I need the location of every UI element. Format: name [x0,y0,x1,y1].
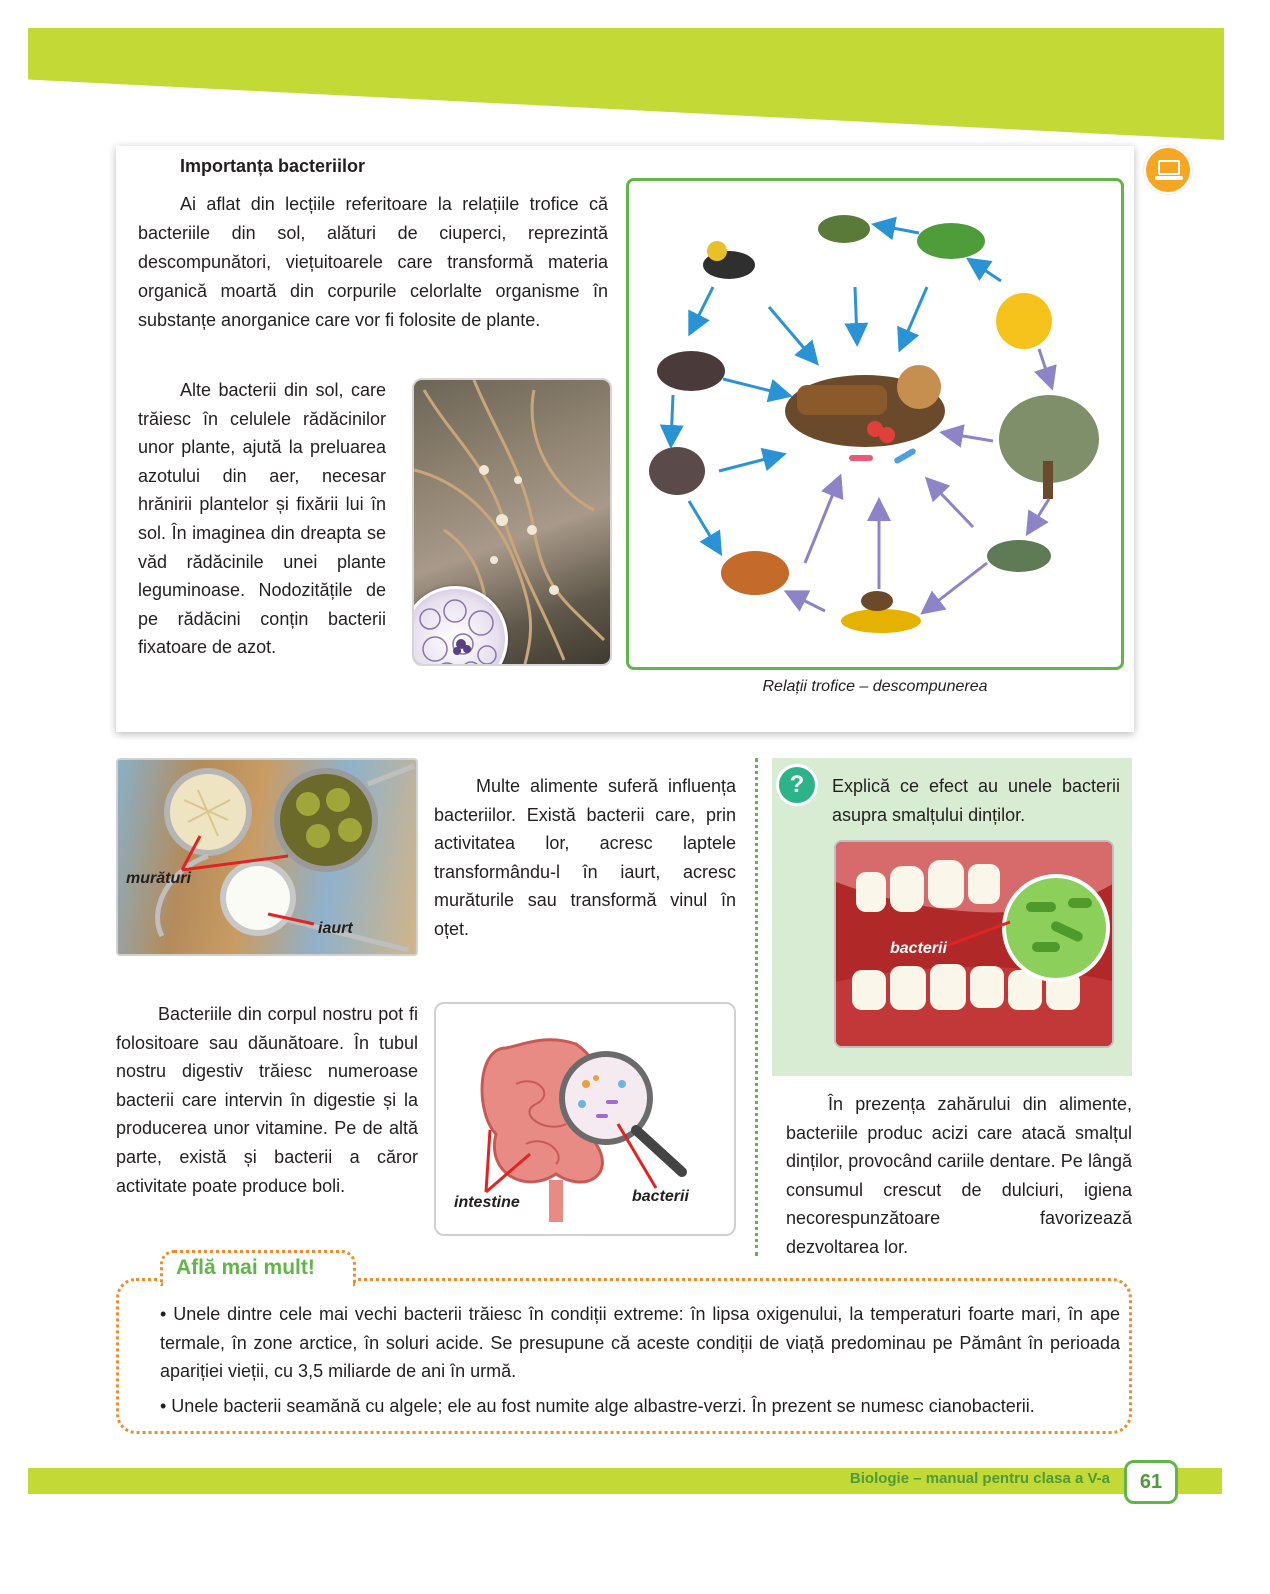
cell-microscope-inset [412,586,508,666]
section-title: Importanța bacteriilor [180,156,366,176]
learn-more-item: • Unele dintre cele mai vechi bacterii trăiesc în condiții extreme: în lipsa oxigenului, la temperaturi foarte mari, în ape termale, în zone arctice, în soluri acide. Se presupune că aceste condiții de viață predominau pe Pământ în perioada apariției vieții, cu 3,5 miliarde de ani în urmă. [160,1304,1120,1382]
teeth-bacteria-photo [834,840,1114,1048]
intestine-illustration [434,1002,736,1236]
question-icon: ? [776,764,818,806]
learn-more-item: • Unele bacterii seamănă cu algele; ele au fost numite alge albastre-verzi. În prezent se numesc cianobacterii. [160,1396,1035,1416]
laptop-icon [1144,146,1192,194]
figure-caption: Relații trofice – descompunerea [762,678,988,695]
learn-more-title: Află mai mult! [176,1256,315,1279]
yogurt-label: iaurt [318,920,353,937]
teeth-bacteria-label: bacterii [890,940,947,957]
food-paragraph: Multe alimente suferă influența bacteriilor. Există bacterii care, prin activitatea lor, acresc laptele transformându-l în iaurt, acresc murăturile sau transformă vinul în oțet. [434,776,736,939]
question-text: Explică ce efect au unele bacterii asupra smalțului dinților. [832,776,1120,825]
fermented-food-photo [116,758,418,956]
question-box [772,758,1132,1076]
legume-roots-photo [412,378,612,666]
gut-paragraph: Bacteriile din corpul nostru pot fi folositoare sau dăunătoare. În tubul nostru digestiv trăiesc numeroase bacterii care intervin în digestie și la producerea unor vitamine. Pe de altă parte, există și bacterii a căror activitate poate produce boli. [116,1004,418,1196]
gut-bacteria-label: bacterii [632,1188,689,1205]
nitrogen-paragraph: Alte bacterii din sol, care trăiesc în celulele rădăcinilor unor plante, ajută la preluarea azotului din aer, necesar hrănirii plantelor și fixării lui în sol. În imaginea din dreapta se văd rădăcinile unei plante leguminoase. Nodozitățile de pe rădăcini conțin bacterii fixatoare de azot. [138,380,386,658]
pickles-label: murături [126,870,191,887]
tooth-decay-paragraph: În prezența zahărului din alimente, bacteriile produc acizi care atacă smalțul dinților, provocând cariile dentare. Pe lângă consumul crescut de dulciuri, igiena necorespunzătoare favorizează dezvoltarea lor. [786,1094,1132,1257]
top-header-band [28,28,1224,140]
importance-card [116,146,1134,732]
book-title: Biologie – manual pentru clasa a V-a [849,1470,1110,1487]
intro-paragraph: Ai aflat din lecțiile referitoare la relațiile trofice că bacteriile din sol, alături de ciuperci, reprezintă descompunători, viețuitoarele care transformă materia organică moartă din corpurile celorlalte organisme în substanțe anorganice care vor fi folosite de plante. [138,194,608,330]
trophic-relations-diagram [626,178,1124,670]
page-number: 61 [1124,1460,1178,1504]
intestine-label: intestine [454,1194,520,1211]
column-divider [755,758,758,1256]
